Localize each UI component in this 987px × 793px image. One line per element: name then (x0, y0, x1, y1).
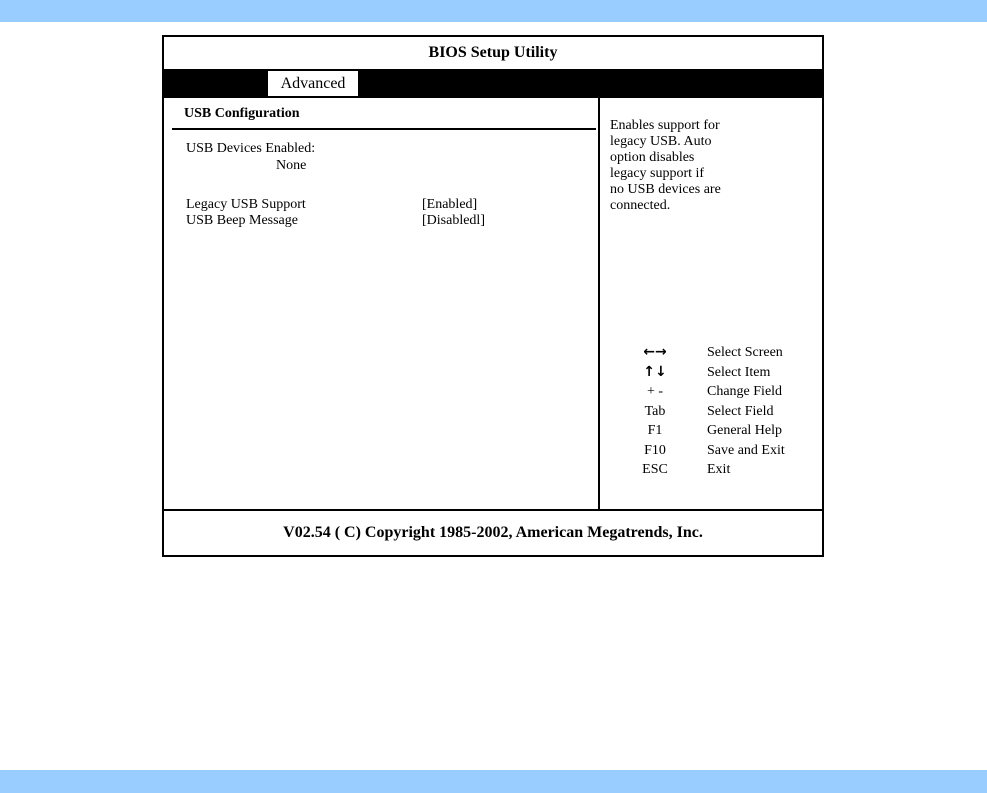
left-right-arrows-icon: ←→ (643, 344, 667, 360)
legend-key: F1 (647, 423, 663, 438)
help-line: option disables (610, 150, 695, 165)
section-title: USB Configuration (184, 106, 300, 121)
legend-desc: Exit (707, 462, 731, 477)
section-divider (172, 128, 596, 130)
up-down-arrows-icon: ↑↓ (643, 363, 667, 380)
legend-desc: Change Field (707, 384, 783, 399)
legend-key: Tab (644, 403, 666, 419)
copyright-footer: V02.54 ( C) Copyright 1985-2002, American Megatrends, Inc. (164, 509, 822, 557)
legacy-usb-value[interactable]: [Enabled] (422, 197, 478, 212)
legend-desc: Select Field (707, 403, 774, 419)
settings-panel (164, 98, 600, 509)
legend-desc: Save and Exit (707, 442, 785, 458)
help-panel (600, 98, 822, 509)
tab-advanced[interactable]: Advanced (268, 71, 358, 96)
window-title: BIOS Setup Utility (428, 44, 558, 61)
help-line: no USB devices are (610, 182, 721, 197)
help-text (610, 118, 810, 214)
usb-beep-value[interactable]: [Disabledl] (422, 213, 485, 228)
legend-desc: General Help (707, 423, 783, 438)
usb-beep-label[interactable]: USB Beep Message (186, 213, 298, 228)
legend-key: F10 (644, 442, 666, 458)
help-line: connected. (610, 198, 671, 213)
legacy-usb-label[interactable]: Legacy USB Support (186, 197, 306, 212)
legend-desc: Select Item (707, 364, 771, 380)
usb-devices-label: USB Devices Enabled: (186, 141, 316, 156)
bottom-band (0, 770, 987, 793)
bios-window (162, 35, 824, 557)
help-line: legacy USB. Auto (610, 134, 712, 149)
help-line: Enables support for (610, 118, 720, 133)
menu-bar (164, 69, 822, 98)
top-band (0, 0, 987, 22)
usb-devices-value: None (276, 158, 307, 173)
legend-desc: Select Screen (707, 345, 783, 360)
legend-key: ESC (642, 462, 668, 477)
legend-key: + - (646, 384, 664, 399)
help-line: legacy support if (610, 166, 705, 181)
